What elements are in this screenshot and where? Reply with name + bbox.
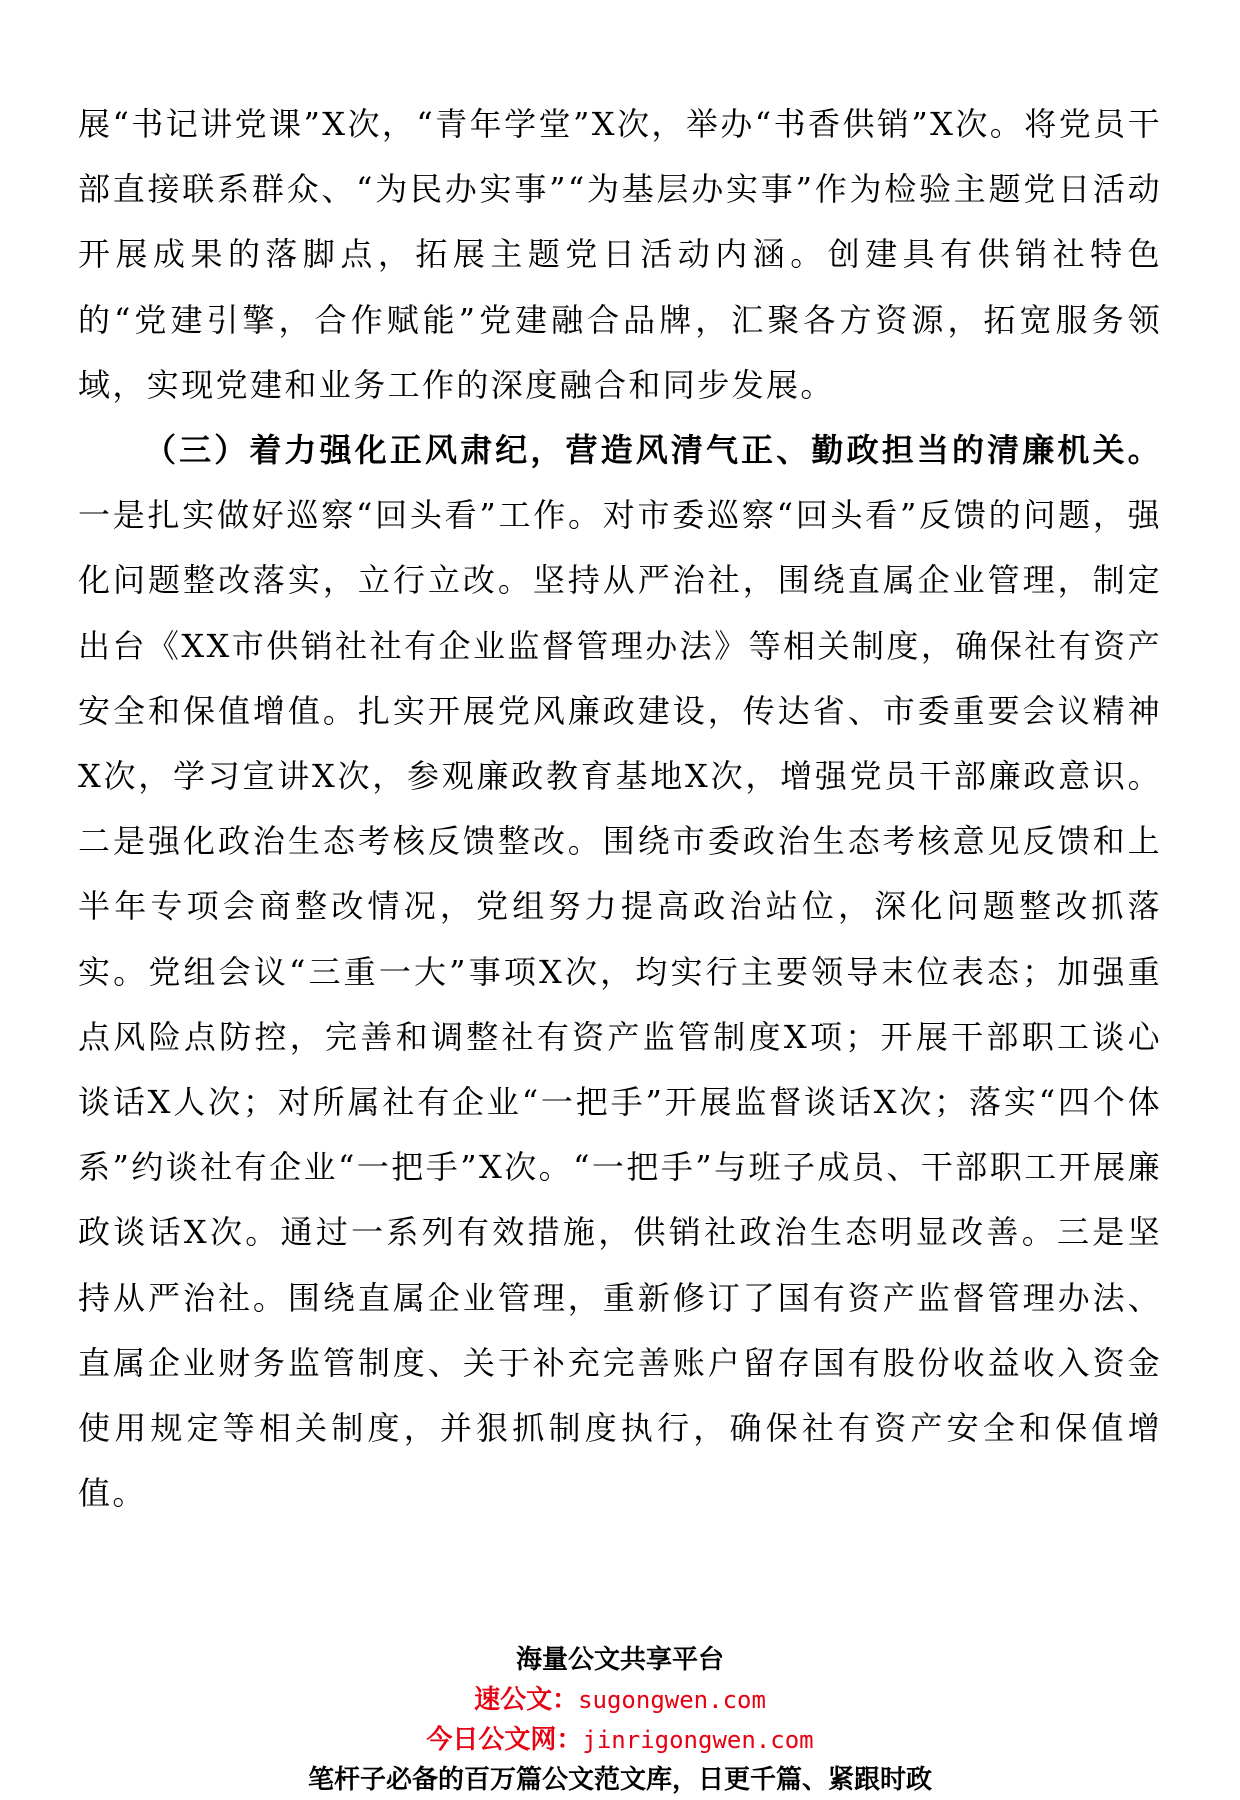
- footer-watermark: [0, 1640, 1240, 1800]
- footer-site2-label: 今日公文网：: [426, 1725, 583, 1755]
- section-body-text: 一是扎实做好巡察“回头看”工作。对市委巡察“回头看”反馈的问题，强化问题整改落实，立行立改。坚持从严治社，围绕直属企业管理，制定出台《XX市供销社社有企业监督管理办法》等相关制度，确保社有资产安全和保值增值。扎实开展党风廉政建设，传达省、市委重要会议精神X次，学习宣讲X次，参观廉政教育基地X次，增强党员干部廉政意识。二是强化政治生态考核反馈整改。围绕市委政治生态考核意见反馈和上半年专项会商整改情况，党组努力提高政治站位，深化问题整改抓落实。党组会议“三重一大”事项X次，均实行主要领导末位表态；加强重点风险点防控，完善和调整社有资产监管制度X项；开展干部职工谈心谈话X人次；对所属社有企业“一把手”开展监督谈话X次；落实“四个体系”约谈社有企业“一把手”X次。“一把手”与班子成员、干部职工开展廉政谈话X次。通过一系列有效措施，供销社政治生态明显改善。三是坚持从严治社。围绕直属企业管理，重新修订了国有资产监督管理办法、直属企业财务监管制度、关于补充完善账户留存国有股份收益收入资金使用规定等相关制度，并狠抓制度执行，确保社有资产安全和保值增值。: [78, 496, 1162, 1513]
- footer-slogan: 笔杆子必备的百万篇公文范文库，日更千篇、紧跟时政: [307, 1765, 932, 1795]
- footer-site-jinrigongwen: [0, 1720, 1240, 1760]
- footer-site1-url[interactable]: sugongwen.com: [578, 1686, 766, 1714]
- footer-site1-label: 速公文：: [474, 1685, 579, 1715]
- paragraph-continuation: 展“书记讲党课”X次，“青年学堂”X次，举办“书香供销”X次。将党员干部直接联系群众、“为民办实事”“为基层办实事”作为检验主题党日活动开展成果的落脚点，拓展主题党日活动内涵。创建具有供销社特色的“党建引擎，合作赋能”党建融合品牌，汇聚各方资源，拓宽服务领域，实现党建和业务工作的深度融合和同步发展。: [78, 105, 1162, 404]
- document-body: [78, 92, 1162, 1526]
- footer-platform-title: 海量公文共享平台: [515, 1645, 724, 1675]
- paragraph-section-three: [78, 418, 1162, 1526]
- footer-site2-url[interactable]: jinrigongwen.com: [582, 1726, 814, 1754]
- section-heading: （三）着力强化正风肃纪，营造风清气正、勤政担当的清廉机关。: [144, 431, 1162, 470]
- footer-site-sugongwen: [0, 1680, 1240, 1720]
